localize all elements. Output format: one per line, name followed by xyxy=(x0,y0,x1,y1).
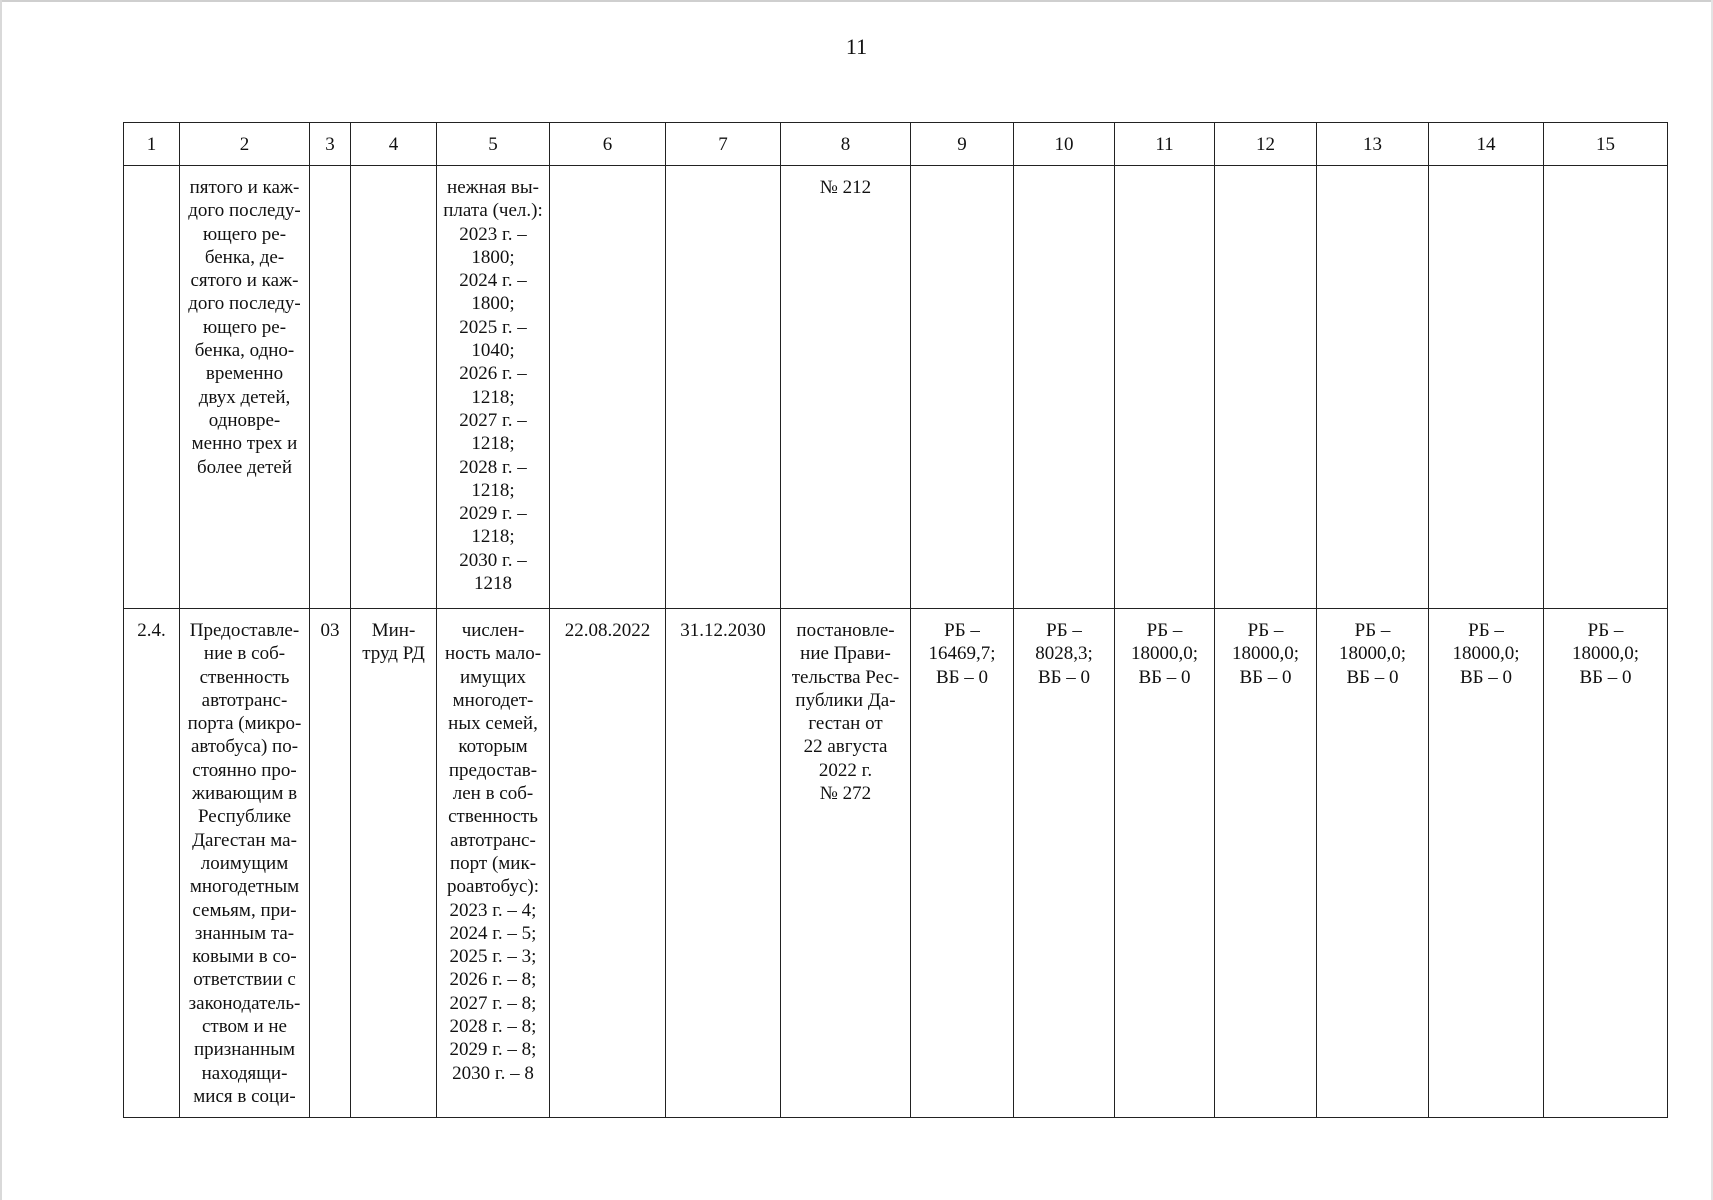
table-cell: 22.08.2022 xyxy=(550,609,666,1118)
table-cell: РБ – 16469,7; ВБ – 0 xyxy=(911,609,1014,1118)
table-cell: числен- ность мало- имущих многодет- ных семей, которым предостав- лен в соб- ственность автотранс- порт (мик- роавтобус): 2023 г. – 4; 2024 г. – 5; 2025 г. – 3; 2026 г. – 8; 2027 г. – 8; 2028 г. – 8; 2029 г. – 8; 2030 г. – 8 xyxy=(437,609,550,1118)
header-cell: 9 xyxy=(911,123,1014,166)
header-row xyxy=(124,123,1668,166)
table-cell xyxy=(351,166,437,609)
table-cell: постановле- ние Прави- тельства Рес- публики Да- гестан от 22 августа 2022 г. № 272 xyxy=(781,609,911,1118)
header-cell: 14 xyxy=(1429,123,1544,166)
header-cell: 7 xyxy=(666,123,781,166)
table-cell xyxy=(310,166,351,609)
program-table xyxy=(123,122,1668,1118)
header-cell: 10 xyxy=(1014,123,1115,166)
header-cell: 8 xyxy=(781,123,911,166)
table-cell: 2.4. xyxy=(124,609,180,1118)
header-cell: 3 xyxy=(310,123,351,166)
header-cell: 11 xyxy=(1115,123,1215,166)
table-cell xyxy=(1429,166,1544,609)
table-row xyxy=(124,609,1668,1118)
header-cell: 1 xyxy=(124,123,180,166)
header-cell: 2 xyxy=(180,123,310,166)
table-cell: № 212 xyxy=(781,166,911,609)
header-cell: 15 xyxy=(1544,123,1668,166)
table-cell: Мин- труд РД xyxy=(351,609,437,1118)
table-row xyxy=(124,166,1668,609)
table-cell xyxy=(1215,166,1317,609)
table-cell: 03 xyxy=(310,609,351,1118)
table-cell xyxy=(1317,166,1429,609)
header-cell: 12 xyxy=(1215,123,1317,166)
table-cell: нежная вы- плата (чел.): 2023 г. – 1800; 2024 г. – 1800; 2025 г. – 1040; 2026 г. – 1218; 2027 г. – 1218; 2028 г. – 1218; 2029 г. – 1218; 2030 г. – 1218 xyxy=(437,166,550,609)
table-cell: пятого и каж- дого последу- ющего ре- бенка, де- сятого и каж- дого последу- ющего ре- бенка, одно- временно двух детей, одновре- менно трех и более детей xyxy=(180,166,310,609)
table-cell: РБ – 18000,0; ВБ – 0 xyxy=(1317,609,1429,1118)
table-cell: 31.12.2030 xyxy=(666,609,781,1118)
table-cell xyxy=(550,166,666,609)
scan-left-edge xyxy=(0,0,2,1200)
table-cell xyxy=(666,166,781,609)
header-cell: 4 xyxy=(351,123,437,166)
table-cell: РБ – 18000,0; ВБ – 0 xyxy=(1115,609,1215,1118)
table-cell xyxy=(1014,166,1115,609)
header-cell: 5 xyxy=(437,123,550,166)
table-cell xyxy=(1544,166,1668,609)
scan-top-edge xyxy=(0,0,1713,2)
header-cell: 13 xyxy=(1317,123,1429,166)
table-cell xyxy=(911,166,1014,609)
table-cell: Предоставле- ние в соб- ственность автотранс- порта (микро- автобуса) по- стоянно про- живающим в Республике Дагестан ма- лоимущим многодетным семьям, при- знанным та- ковыми в со- ответствии с законодатель- ством и не признанным находящи- мися в соци- xyxy=(180,609,310,1118)
page-number: 11 xyxy=(845,34,868,59)
table-cell xyxy=(1115,166,1215,609)
table-cell: РБ – 18000,0; ВБ – 0 xyxy=(1429,609,1544,1118)
table-cell: РБ – 18000,0; ВБ – 0 xyxy=(1215,609,1317,1118)
table-cell: РБ – 8028,3; ВБ – 0 xyxy=(1014,609,1115,1118)
table-cell xyxy=(124,166,180,609)
table-cell: РБ – 18000,0; ВБ – 0 xyxy=(1544,609,1668,1118)
header-cell: 6 xyxy=(550,123,666,166)
